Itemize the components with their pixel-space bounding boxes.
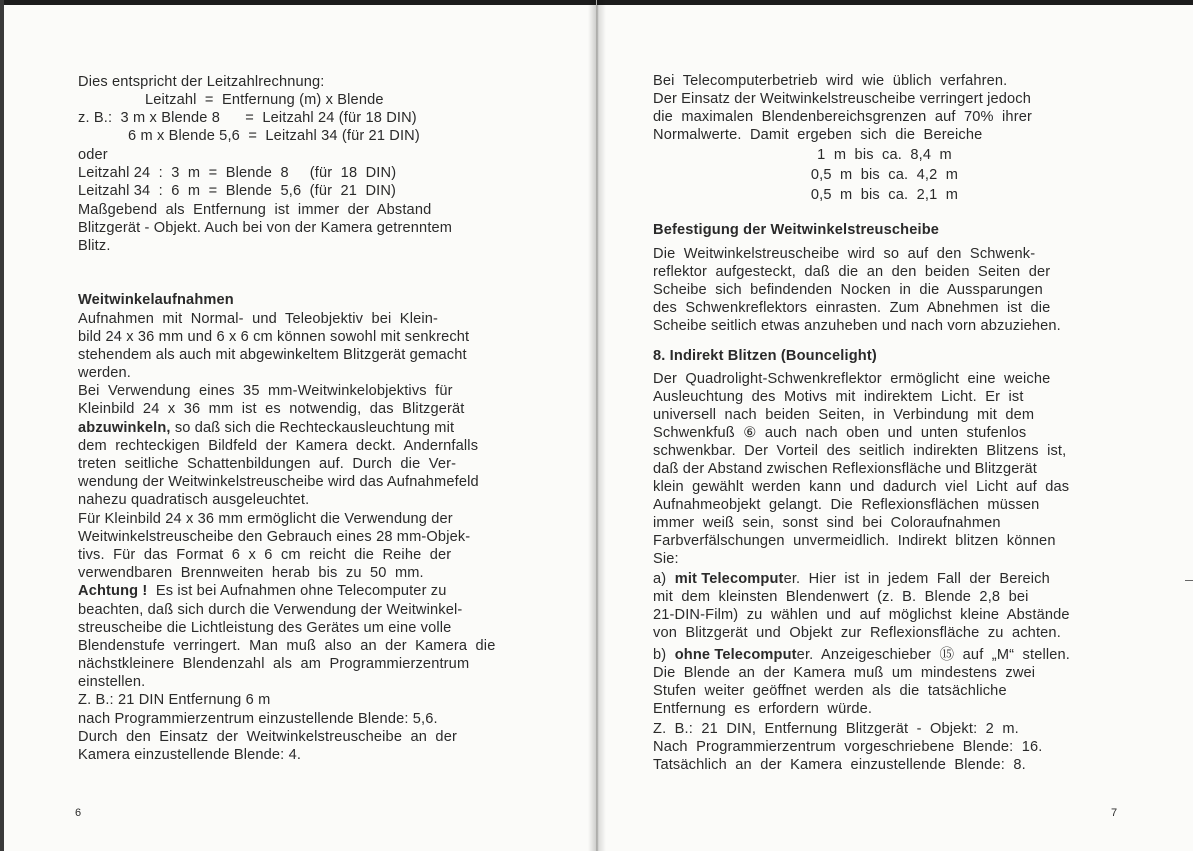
text-line: Normalwerte. Damit ergeben sich die Bereiche — [653, 127, 983, 143]
text-line: Kamera einzustellende Blende: 4. — [78, 747, 302, 763]
left-edge — [0, 0, 4, 851]
left-page — [0, 0, 596, 851]
text-line: Bei Telecomputerbetrieb wird wie üblich verfahren. — [653, 73, 1008, 89]
text-line: werden. — [78, 365, 131, 381]
text-line: Schwenkfuß ⑥ auch nach oben und unten stufenlos — [653, 425, 1027, 441]
text-line: nahezu quadratisch ausgeleuchtet. — [78, 492, 310, 508]
text-line: Leitzahl = Entfernung (m) x Blende — [145, 92, 384, 108]
text-line: Weitwinkelstreuscheibe den Gebrauch eines 28 mm-Objek- — [78, 529, 471, 545]
top-edge — [597, 0, 1193, 5]
section-heading: 8. Indirekt Blitzen (Bouncelight) — [653, 348, 877, 364]
text-line: Leitzahl 34 : 6 m = Blende 5,6 (für 21 DIN) — [78, 183, 397, 199]
text-line: stehendem als auch mit abgewinkeltem Blitzgerät gemacht — [78, 347, 467, 363]
text-line: Sie: — [653, 551, 679, 567]
text-line: immer weiß sein, sonst sind bei Coloraufnahmen — [653, 515, 1001, 531]
text-line: reflektor aufgesteckt, daß die an den beiden Seiten der — [653, 264, 1051, 280]
text-line: streuscheibe die Lichtleistung des Gerätes um eine volle — [78, 620, 452, 636]
text-line: Blitzgerät - Objekt. Auch bei von der Kamera getrenntem — [78, 220, 453, 236]
text-line: nächstkleinere Blendenzahl als am Programmierzentrum — [78, 656, 470, 672]
text-line: 0,5 m bis ca. 4,2 m — [810, 167, 959, 183]
section-heading: Weitwinkelaufnahmen — [78, 292, 234, 308]
text-line: von Blitzgerät und Objekt zur Reflexionsfläche zu achten. — [653, 625, 1061, 641]
page-number-left: 6 — [75, 807, 82, 819]
text-line: verwendbaren Brennweiten herab bis zu 50 mm. — [78, 565, 424, 581]
text-line: nach Programmierzentrum einzustellende Blende: 5,6. — [78, 711, 438, 727]
text-line: universell nach beiden Seiten, in Verbindung mit dem — [653, 407, 1035, 423]
right-page — [597, 0, 1193, 851]
top-edge — [0, 0, 596, 5]
text-line: Ausleuchtung des Motivs mit indirektem Licht. Er ist — [653, 389, 1024, 405]
text-line: Nach Programmierzentrum vorgeschriebene Blende: 16. — [653, 739, 1043, 755]
text-line: beachten, daß sich durch die Verwendung der Weitwinkel- — [78, 602, 463, 618]
text-line: klein gewählt werden kann und dadurch viel Licht auf das — [653, 479, 1070, 495]
text-line: 21-DIN-Film) zu wählen und auf möglichst kleine Abstände — [653, 607, 1070, 623]
text-line: z. B.: 3 m x Blende 8 = Leitzahl 24 (für 18 DIN) — [78, 110, 417, 126]
margin-mark — [1185, 580, 1193, 581]
text-line: Bei Verwendung eines 35 mm-Weitwinkelobjektivs für — [78, 383, 453, 399]
text-line: mit dem kleinsten Blendenwert (z. B. Blende 2,8 bei — [653, 589, 1029, 605]
text-line: a) mit Telecomputer. Hier ist in jedem Fall der Bereich — [653, 571, 1050, 587]
text-line: schwenkbar. Der Vorteil des seitlich indirekten Blitzens ist, — [653, 443, 1067, 459]
text-line: bild 24 x 36 mm und 6 x 6 cm können sowohl mit senkrecht — [78, 329, 470, 345]
text-line: oder — [78, 147, 108, 163]
text-line: Z. B.: 21 DIN, Entfernung Blitzgerät - Objekt: 2 m. — [653, 721, 1019, 737]
text-line: Blitz. — [78, 238, 111, 254]
text-line: Die Blende an der Kamera muß um mindestens zwei — [653, 665, 1036, 681]
text-line: Dies entspricht der Leitzahlrechnung: — [78, 74, 325, 90]
book-gutter — [588, 0, 606, 851]
text-line: Durch den Einsatz der Weitwinkelstreuscheibe an der — [78, 729, 457, 745]
text-line: 1 m bis ca. 8,4 m — [817, 147, 952, 163]
text-line: tivs. Für das Format 6 x 6 cm reicht die Reihe der — [78, 547, 452, 563]
text-line: Scheibe sich befindenden Nocken in die Aussparungen — [653, 282, 1043, 298]
text-line: Für Kleinbild 24 x 36 mm ermöglicht die Verwendung der — [78, 511, 453, 527]
text-line: Aufnahmeobjekt gelangt. Die Reflexionsflächen müssen — [653, 497, 1040, 513]
text-line: Der Einsatz der Weitwinkelstreuscheibe verringert jedoch — [653, 91, 1032, 107]
text-line: dem rechteckigen Bildfeld der Kamera deckt. Andernfalls — [78, 438, 479, 454]
text-line: Z. B.: 21 DIN Entfernung 6 m — [78, 692, 271, 708]
text-line: Leitzahl 24 : 3 m = Blende 8 (für 18 DIN) — [78, 165, 397, 181]
text-line: 6 m x Blende 5,6 = Leitzahl 34 (für 21 DIN) — [128, 128, 420, 144]
text-line: Die Weitwinkelstreuscheibe wird so auf den Schwenk- — [653, 246, 1036, 262]
text-line: treten seitliche Schattenbildungen auf. Durch die Ver- — [78, 456, 457, 472]
text-line: des Schwenkreflektors einrasten. Zum Abnehmen ist die — [653, 300, 1051, 316]
text-line: einstellen. — [78, 674, 146, 690]
text-line: daß der Abstand zwischen Reflexionsfläche und Blitzgerät — [653, 461, 1037, 477]
text-line: b) ohne Telecomputer. Anzeigeschieber ⑮ auf „M“ stellen. — [653, 647, 1070, 663]
text-line: die maximalen Blendenbereichsgrenzen auf 70% ihrer — [653, 109, 1032, 125]
text-line: Blendenstufe verringert. Man muß also an der Kamera die — [78, 638, 496, 654]
section-heading: Befestigung der Weitwinkelstreuscheibe — [653, 222, 940, 238]
text-line: wendung der Weitwinkelstreuscheibe wird das Aufnahmefeld — [78, 474, 479, 490]
text-line: Stufen weiter geöffnet werden als die tatsächliche — [653, 683, 1007, 699]
text-line: Der Quadrolight-Schwenkreflektor ermöglicht eine weiche — [653, 371, 1051, 387]
text-line: abzuwinkeln, so daß sich die Rechteckausleuchtung mit — [78, 420, 455, 436]
text-line: Maßgebend als Entfernung ist immer der Abstand — [78, 202, 432, 218]
text-line: 0,5 m bis ca. 2,1 m — [810, 187, 959, 203]
text-line: Aufnahmen mit Normal- und Teleobjektiv bei Klein- — [78, 311, 439, 327]
text-line: Kleinbild 24 x 36 mm ist es notwendig, das Blitzgerät — [78, 401, 465, 417]
text-line: Farbverfälschungen unvermeidlich. Indirekt blitzen können — [653, 533, 1056, 549]
text-line: Entfernung es erfordern würde. — [653, 701, 873, 717]
text-line: Scheibe seitlich etwas anzuheben und nach vorn abzuziehen. — [653, 318, 1061, 334]
page-number-right: 7 — [1111, 807, 1118, 819]
text-line: Tatsächlich an der Kamera einzustellende Blende: 8. — [653, 757, 1026, 773]
text-line: Achtung ! Es ist bei Aufnahmen ohne Telecomputer zu — [78, 583, 447, 599]
